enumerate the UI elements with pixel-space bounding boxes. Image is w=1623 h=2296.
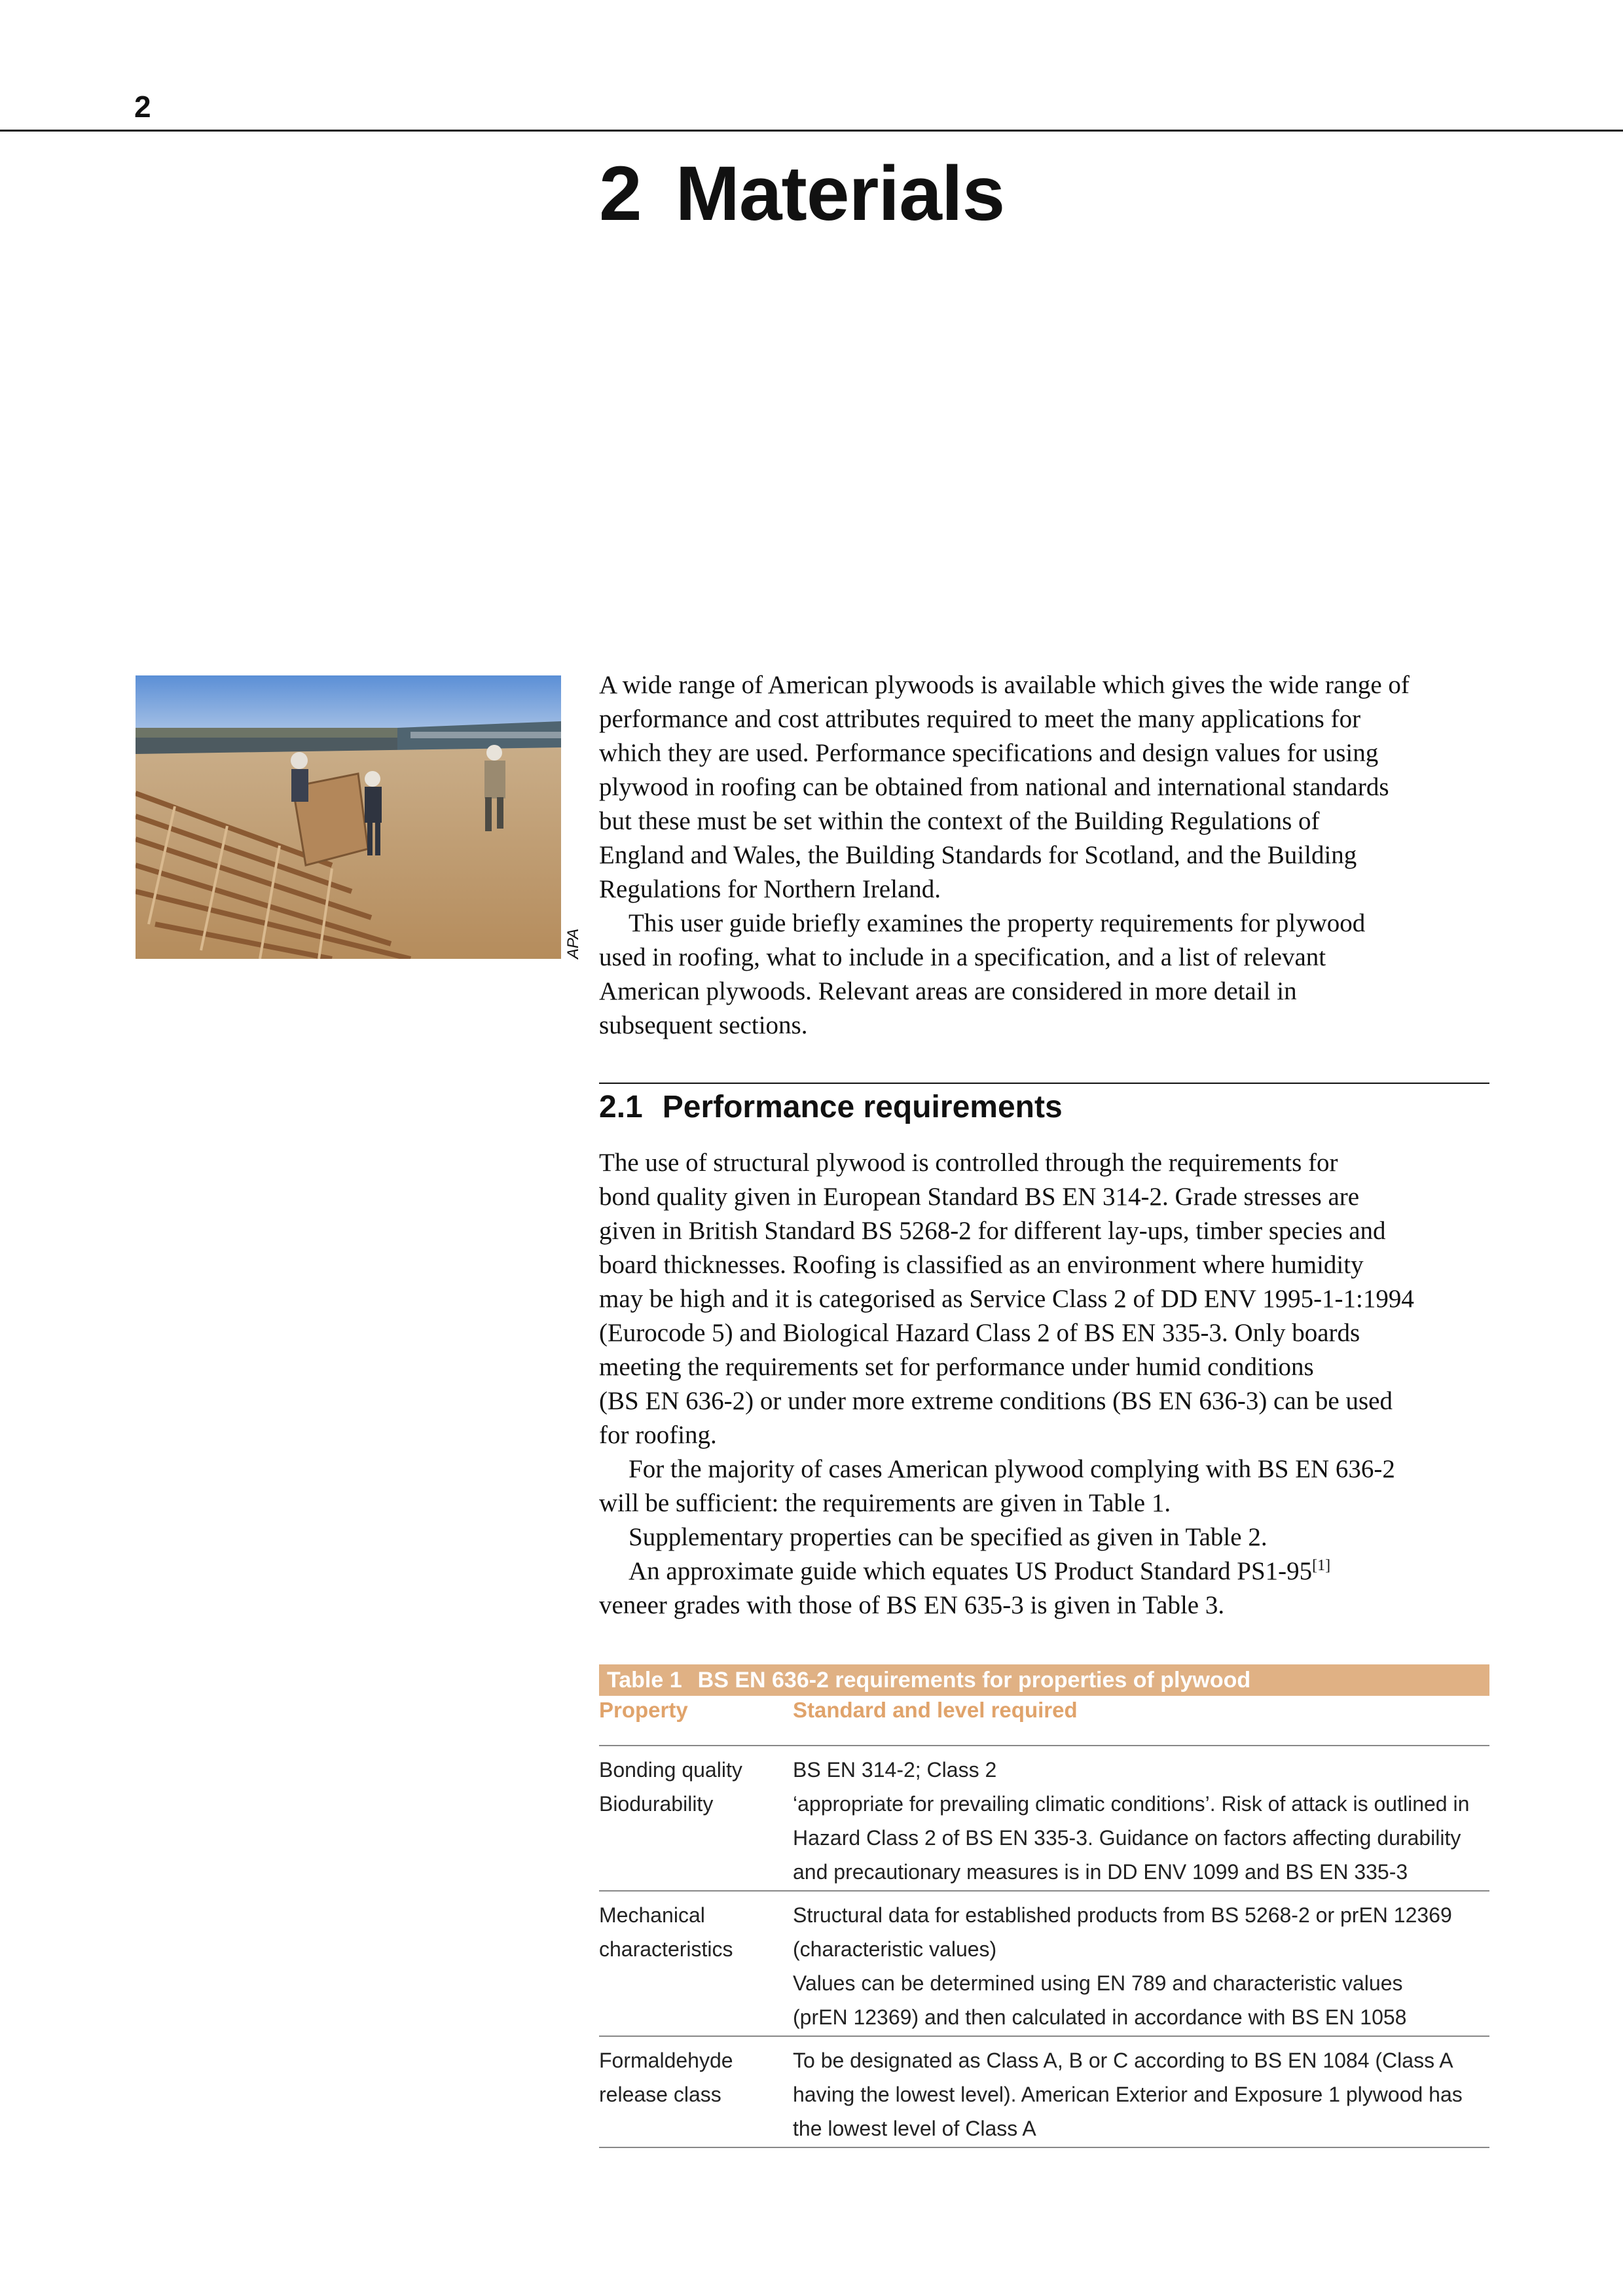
table-label: Table 1 <box>607 1668 682 1693</box>
text-line: will be sufficient: the requirements are given in Table 1. <box>599 1489 1171 1517</box>
text-line: subsequent sections. <box>599 1011 808 1039</box>
text-line: may be high and it is categorised as Service Class 2 of DD ENV 1995-1-1:1994 <box>599 1285 1414 1313</box>
text-line: board thicknesses. Roofing is classified as an environment where humidity <box>599 1251 1364 1279</box>
intro-paragraph-1 <box>599 668 1489 906</box>
table-title: BS EN 636-2 requirements for properties of plywood <box>697 1668 1251 1693</box>
cell-line: characteristics <box>599 1937 733 1961</box>
cell-line: and precautionary measures is in DD ENV 1099 and BS EN 335-3 <box>793 1860 1408 1884</box>
header-property: Property <box>599 1698 688 1722</box>
cell-line: the lowest level of Class A <box>793 2117 1036 2140</box>
section-heading <box>599 1088 1063 1127</box>
text-line: The use of structural plywood is controlled through the requirements for <box>599 1149 1338 1177</box>
text-line: American plywoods. Relevant areas are considered in more detail in <box>599 977 1297 1005</box>
cell-line: Structural data for established products from BS 5268-2 or prEN 12369 <box>793 1903 1452 1927</box>
chapter-number: 2 <box>599 151 642 237</box>
text-line: bond quality given in European Standard BS EN 314-2. Grade stresses are <box>599 1183 1360 1211</box>
table-1 <box>599 1664 1489 2148</box>
text-line: (Eurocode 5) and Biological Hazard Class 2 of BS EN 335-3. Only boards <box>599 1319 1360 1347</box>
text-line: A wide range of American plywoods is available which gives the wide range of <box>599 671 1410 699</box>
standard-cell <box>793 1898 1489 2034</box>
section-body-text <box>599 1146 1489 1623</box>
text-line: This user guide briefly examines the property requirements for plywood <box>629 909 1366 937</box>
cell-line: Mechanical <box>599 1903 705 1927</box>
property-cell <box>599 1753 793 1889</box>
section-paragraph-2 <box>599 1452 1489 1520</box>
intro-paragraph-2 <box>599 906 1489 1043</box>
section-rule <box>599 1083 1489 1084</box>
roofing-photo <box>136 675 561 959</box>
photo-credit: APA <box>564 928 582 959</box>
text-line: which they are used. Performance specifications and design values for using <box>599 739 1379 767</box>
table-header-row <box>599 1696 1489 1746</box>
reference-marker: [1] <box>1312 1557 1331 1574</box>
property-cell <box>599 2043 793 2145</box>
text-line: given in British Standard BS 5268-2 for different lay-ups, timber species and <box>599 1217 1386 1245</box>
text-line: veneer grades with those of BS EN 635-3 is given in Table 3. <box>599 1591 1225 1619</box>
text-line: performance and cost attributes required to meet the many applications for <box>599 705 1361 733</box>
table-row <box>599 1746 1489 1892</box>
text-line: England and Wales, the Building Standards for Scotland, and the Building <box>599 841 1357 869</box>
cell-line: Hazard Class 2 of BS EN 335-3. Guidance on factors affecting durability <box>793 1826 1461 1850</box>
text-line: (BS EN 636-2) or under more extreme conditions (BS EN 636-3) can be used <box>599 1387 1393 1415</box>
section-paragraph-3: Supplementary properties can be specified as given in Table 2. <box>629 1523 1267 1551</box>
text-line: For the majority of cases American plywood complying with BS EN 636-2 <box>629 1455 1395 1483</box>
table-row <box>599 2037 1489 2148</box>
section-number: 2.1 <box>599 1090 643 1124</box>
cell-line: Formaldehyde <box>599 2049 733 2072</box>
table-caption <box>599 1664 1489 1696</box>
cell-line: Biodurability <box>599 1792 714 1816</box>
cell-line: having the lowest level). American Exterior and Exposure 1 plywood has <box>793 2083 1463 2106</box>
standard-cell <box>793 1753 1489 1889</box>
section-paragraph-1 <box>599 1146 1489 1452</box>
chapter-title <box>599 152 1004 237</box>
text-line: An approximate guide which equates US Product Standard PS1-95 <box>629 1557 1313 1585</box>
page-number: 2 <box>134 90 151 124</box>
text-line: meeting the requirements set for performance under humid conditions <box>599 1353 1314 1381</box>
cell-line: Bonding quality <box>599 1758 742 1782</box>
cell-line: (characteristic values) <box>793 1937 997 1961</box>
intro-text <box>599 668 1489 1043</box>
table-row <box>599 1892 1489 2037</box>
header-rule <box>0 130 1623 132</box>
cell-line: To be designated as Class A, B or C according to BS EN 1084 (Class A <box>793 2049 1453 2072</box>
text-line: used in roofing, what to include in a specification, and a list of relevant <box>599 943 1326 971</box>
chapter-title-text: Materials <box>675 151 1005 237</box>
header-standard: Standard and level required <box>793 1698 1078 1722</box>
section-paragraph-4 <box>599 1554 1489 1623</box>
standard-cell <box>793 2043 1489 2145</box>
property-cell <box>599 1898 793 2034</box>
cell-line: Values can be determined using EN 789 and characteristic values <box>793 1971 1403 1995</box>
cell-line: release class <box>599 2083 721 2106</box>
text-line: plywood in roofing can be obtained from national and international standards <box>599 773 1389 801</box>
cell-line: BS EN 314-2; Class 2 <box>793 1758 997 1782</box>
text-line: but these must be set within the context of the Building Regulations of <box>599 807 1320 835</box>
cell-line: ‘appropriate for prevailing climatic conditions’. Risk of attack is outlined in <box>793 1792 1470 1816</box>
section-title: Performance requirements <box>662 1090 1063 1124</box>
text-line: for roofing. <box>599 1421 717 1449</box>
text-line: Regulations for Northern Ireland. <box>599 875 941 903</box>
cell-line: (prEN 12369) and then calculated in accordance with BS EN 1058 <box>793 2005 1407 2029</box>
